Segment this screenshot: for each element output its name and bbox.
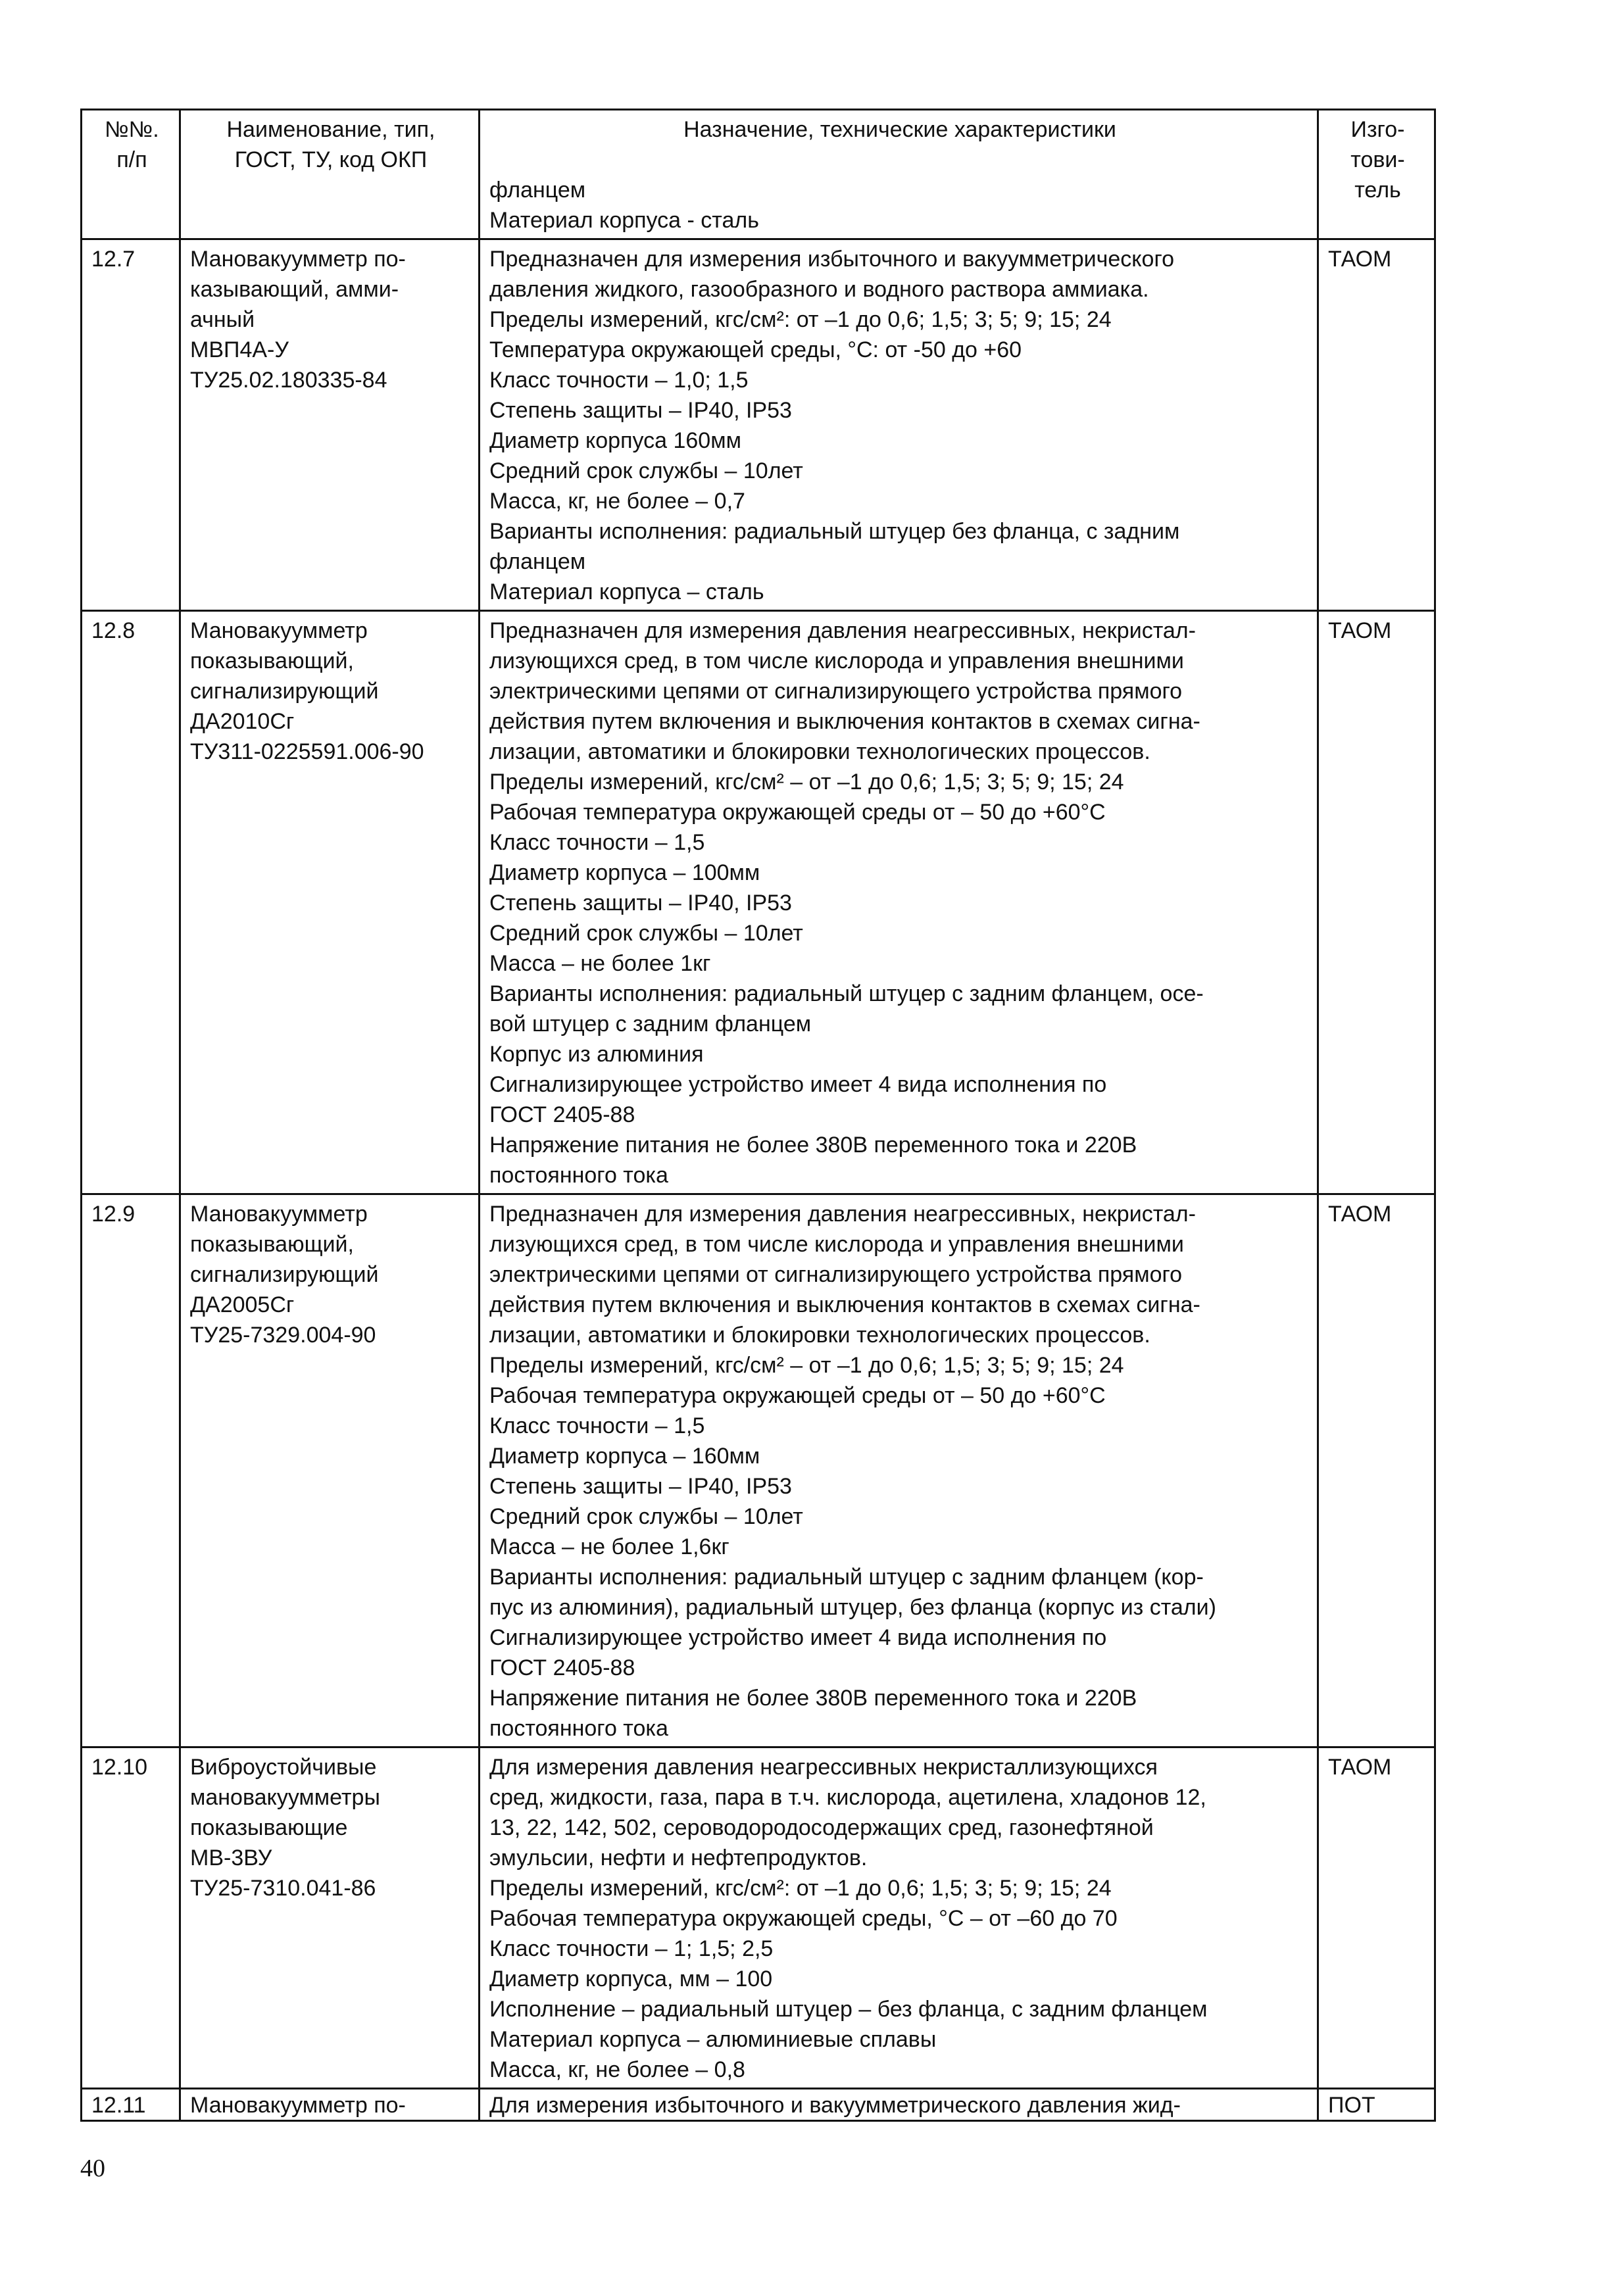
product-name-line: МВ-3ВУ [190,1845,272,1870]
description-line: Пределы измерений, кгс/см² – от –1 до 0,6; 1,5; 3; 5; 9; 15; 24 [489,769,1124,794]
description-line: Корпус из алюминия [489,1042,704,1067]
manufacturer-text: ТАОМ [1328,1202,1392,1227]
description-line: Диаметр корпуса – 100мм [489,860,760,885]
description-line: эмульсии, нефти и нефтепродуктов. [489,1845,868,1870]
description-line: Предназначен для измерения давления неагрессивных, некристал- [489,1202,1196,1227]
description-line: Рабочая температура окружающей среды, °С – от –60 до 70 [489,1906,1118,1931]
row-number-text: 12.8 [91,618,136,643]
description-line: Пределы измерений, кгс/см²: от –1 до 0,6; 1,5; 3; 5; 9; 15; 24 [489,307,1112,332]
description-line: пус из алюминия), радиальный штуцер, без фланца (корпус из стали) [489,1595,1216,1620]
description-line: вой штуцер с задним фланцем [489,1012,812,1037]
description-line: сред, жидкости, газа, пара в т.ч. кислорода, ацетилена, хладонов 12, [489,1785,1206,1810]
row-number [82,239,180,611]
manufacturer [1318,1747,1435,2089]
product-description [480,1194,1318,1747]
description-line: Предназначен для измерения избыточного и вакуумметрического [489,247,1175,272]
description-line: Варианты исполнения: радиальный штуцер с задним фланцем (кор- [489,1565,1204,1590]
header-num: №№. п/п [82,110,180,239]
description-line: Класс точности – 1; 1,5; 2,5 [489,1936,774,1961]
manufacturer [1318,2089,1435,2121]
description-line: Масса, кг, не более – 0,7 [489,489,745,514]
row-number [82,1194,180,1747]
manufacturer [1318,239,1435,611]
product-name [180,1747,480,2089]
product-description [480,1747,1318,2089]
header-desc: Назначение, технические характеристики фланцем Материал корпуса - сталь [480,110,1318,239]
description-line: лизации, автоматики и блокировки технологических процессов. [489,1323,1150,1348]
table-header-row [82,110,1435,239]
description-line: Диаметр корпуса 160мм [489,428,741,453]
row-number [82,2089,180,2121]
description-line: Средний срок службы – 10лет [489,921,803,946]
table-body [82,239,1435,2121]
manufacturer [1318,1194,1435,1747]
description-line: лизующихся сред, в том числе кислорода и управления внешними [489,1232,1184,1257]
product-name-line: показывающий, [190,648,354,673]
product-name-line: ТУ25-7310.041-86 [190,1876,376,1901]
description-line: Напряжение питания не более 380В переменного тока и 220В [489,1133,1137,1158]
product-name-line: казывающий, амми- [190,277,399,302]
description-line: Рабочая температура окружающей среды от – 50 до +60°С [489,1383,1106,1408]
description-line: Масса – не более 1,6кг [489,1534,729,1559]
row-number [82,611,180,1194]
description-line: давления жидкого, газообразного и водного раствора аммиака. [489,277,1149,302]
description-line: Класс точности – 1,5 [489,830,705,855]
product-name-line: ДА2010Сг [190,709,295,734]
description-line: Класс точности – 1,5 [489,1413,705,1438]
product-name-line: мановакуумметры [190,1785,380,1810]
product-name-line: ачный [190,307,255,332]
manufacturer-text: ТАОМ [1328,247,1392,272]
product-name-line: Виброустойчивые [190,1755,377,1780]
description-line: Варианты исполнения: радиальный штуцер с задним фланцем, осе- [489,981,1204,1006]
table-row [82,2089,1435,2121]
product-description [480,611,1318,1194]
description-line: Средний срок службы – 10лет [489,1504,803,1529]
manufacturer-text: ТАОМ [1328,618,1392,643]
product-name-line: сигнализирующий [190,679,379,704]
description-line: Класс точности – 1,0; 1,5 [489,368,749,393]
continued-text: фланцем [489,178,586,203]
description-line: электрическими цепями от сигнализирующего устройства прямого [489,679,1183,704]
product-description [480,2089,1318,2121]
description-line: действия путем включения и выключения контактов в схемах сигна- [489,709,1200,734]
description-line: Пределы измерений, кгс/см²: от –1 до 0,6; 1,5; 3; 5; 9; 15; 24 [489,1876,1112,1901]
description-line: постоянного тока [489,1716,668,1741]
product-description [480,239,1318,611]
description-line: Диаметр корпуса – 160мм [489,1444,760,1469]
product-name-line: Мановакуумметр [190,618,368,643]
description-line: Материал корпуса – сталь [489,579,764,604]
product-name-line: ТУ311-0225591.006-90 [190,739,424,764]
header-mfr: Изго- тови- тель [1318,110,1435,239]
description-line: Степень защиты – IP40, IP53 [489,1474,792,1499]
description-line: Средний срок службы – 10лет [489,458,803,483]
description-line: Исполнение – радиальный штуцер – без фланца, с задним фланцем [489,1997,1208,2022]
description-line: Варианты исполнения: радиальный штуцер без фланца, с задним [489,519,1180,544]
product-name-line: ТУ25-7329.004-90 [190,1323,376,1348]
product-name-line: показывающие [190,1815,348,1840]
description-line: Рабочая температура окружающей среды от – 50 до +60°С [489,800,1106,825]
description-line: ГОСТ 2405-88 [489,1655,635,1680]
description-line: Сигнализирующее устройство имеет 4 вида исполнения по [489,1072,1107,1097]
product-name [180,1194,480,1747]
product-name-line: МВП4А-У [190,337,289,362]
description-line: Материал корпуса – алюминиевые сплавы [489,2027,937,2052]
product-name-line: ТУ25.02.180335-84 [190,368,387,393]
row-number-text: 12.10 [91,1755,148,1780]
description-line: 13, 22, 142, 502, сероводородосодержащих сред, газонефтяной [489,1815,1154,1840]
page-number: 40 [80,2155,105,2182]
description-line: Напряжение питания не более 380В переменного тока и 220В [489,1686,1137,1711]
description-line: ГОСТ 2405-88 [489,1102,635,1127]
description-line: Сигнализирующее устройство имеет 4 вида исполнения по [489,1625,1107,1650]
manufacturer-text: ПОТ [1328,2093,1375,2117]
description-line: Пределы измерений, кгс/см² – от –1 до 0,6; 1,5; 3; 5; 9; 15; 24 [489,1353,1124,1378]
description-line: Для измерения избыточного и вакуумметрического давления жид- [489,2093,1181,2117]
table-row [82,1747,1435,2089]
description-line: Температура окружающей среды, °С: от -50 до +60 [489,337,1022,362]
description-line: Диаметр корпуса, мм – 100 [489,1966,773,1991]
continued-text: Материал корпуса - сталь [489,208,759,233]
header-name: Наименование, тип, ГОСТ, ТУ, код ОКП [180,110,480,239]
description-line: электрическими цепями от сигнализирующего устройства прямого [489,1262,1183,1287]
description-line: Масса, кг, не более – 0,8 [489,2057,745,2082]
description-line: Степень защиты – IP40, IP53 [489,398,792,423]
manufacturer [1318,611,1435,1194]
product-name-line: ДА2005Сг [190,1292,295,1317]
product-name-line: Мановакуумметр [190,1202,368,1227]
description-line: фланцем [489,549,586,574]
description-line: действия путем включения и выключения контактов в схемах сигна- [489,1292,1200,1317]
description-line: Предназначен для измерения давления неагрессивных, некристал- [489,618,1196,643]
product-name [180,611,480,1194]
product-name [180,2089,480,2121]
description-line: лизующихся сред, в том числе кислорода и управления внешними [489,648,1184,673]
row-number-text: 12.7 [91,247,136,272]
table-row [82,239,1435,611]
product-name [180,239,480,611]
row-number-text: 12.9 [91,1202,136,1227]
row-number [82,1747,180,2089]
product-name-line: Мановакуумметр по- [190,2093,406,2117]
table-row [82,611,1435,1194]
product-name-line: сигнализирующий [190,1262,379,1287]
product-name-line: показывающий, [190,1232,354,1257]
table-row [82,1194,1435,1747]
row-number-text: 12.11 [91,2093,146,2117]
specs-table [80,109,1436,2122]
description-line: постоянного тока [489,1163,668,1188]
description-line: Для измерения давления неагрессивных некристаллизующихся [489,1755,1158,1780]
manufacturer-text: ТАОМ [1328,1755,1392,1780]
description-line: лизации, автоматики и блокировки технологических процессов. [489,739,1150,764]
description-line: Степень защиты – IP40, IP53 [489,891,792,916]
product-name-line: Мановакуумметр по- [190,247,406,272]
description-line: Масса – не более 1кг [489,951,711,976]
